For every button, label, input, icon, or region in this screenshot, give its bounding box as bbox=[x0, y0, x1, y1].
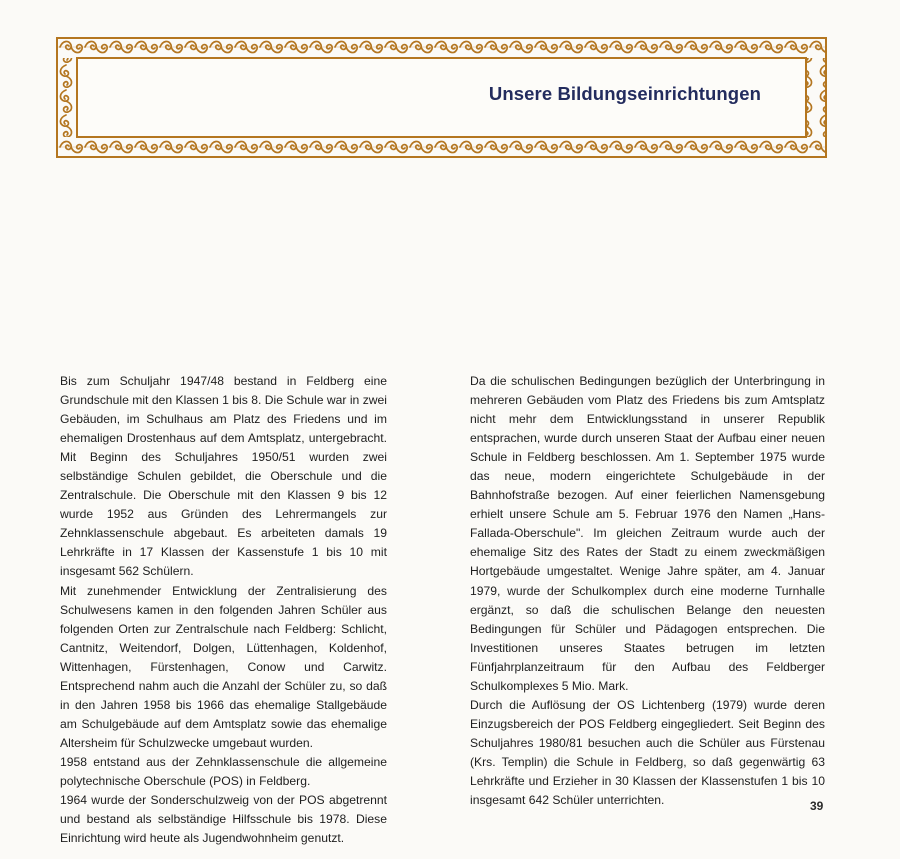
paragraph: Bis zum Schuljahr 1947/48 bestand in Feldberg eine Grundschule mit den Klassen 1 bis 8. Die Schule war in zwei Gebäuden, im Schulhaus am Platz des Friedens und im ehemaligen Drostenhaus auf dem Amtsplatz, untergebracht. Mit Beginn des Schuljahres 1950/51 wurden zwei selbständige Schulen gebildet, die Oberschule und die Zentralschule. Die Oberschule mit den Klassen 9 bis 12 wurde 1952 aus Gründen des Lehrermangels zur Zehnklassenschule abgebaut. Es arbeiteten damals 19 Lehrkräfte in 17 Klassen der Kassenstufe 1 bis 10 mit insgesamt 562 Schülern. bbox=[60, 374, 387, 579]
ornamental-banner bbox=[56, 37, 827, 158]
text-column-left bbox=[60, 372, 387, 848]
page-title: Unsere Bildungseinrichtungen bbox=[488, 83, 761, 104]
page-number: 39 bbox=[810, 799, 824, 813]
text-column-right bbox=[470, 372, 825, 810]
paragraph: Mit zunehmender Entwicklung der Zentralisierung des Schulwesens kamen in den folgenden Jahren Schüler aus folgenden Orten zur Zentralschule nach Feldberg: Schlicht, Cantnitz, Weitendorf, Dolgen, Lüttenhagen, Koldenhof, Wittenhagen, Fürstenhagen, Conow und Carwitz. Entsprechend nahm auch die Anzahl der Schüler zu, so daß in den Jahren 1958 bis 1966 das ehemalige Stallgebäude am Schulgebäude auf dem Amtsplatz sowie das ehemalige Altersheim für Schulzwecke umgebaut wurden. bbox=[60, 583, 387, 750]
paragraph: Da die schulischen Bedingungen bezüglich der Unterbringung in mehreren Gebäuden vom Platz des Friedens bis zum Amtsplatz nicht mehr dem Entwicklungsstand in unserer Republik entsprachen, wurde durch unseren Staat der Aufbau einer neuen Schule in Feldberg beschlossen. Am 1. September 1975 wurde das neue, modern eingerichtete Schulgebäude in der Bahnhofstraße bezogen. Auf einer feierlichen Namensgebung erhielt unsere Schule am 5. Februar 1976 den Namen „Hans-Fallada-Oberschule". Im gleichen Zeitraum wurde auch der ehemalige Sitz des Rates der Stadt zu einem zweckmäßigen Hortgebäude umgestaltet. Wenige Jahre später, am 4. Januar 1979, wurde der Schulkomplex durch eine moderne Turnhalle ergänzt, so daß die schulischen Belange den neuesten Bedingungen für Schüler und Pädagogen entsprechen. Die Investitionen unseres Staates betrugen im letzten Fünfjahrplanzeitraum für den Aufbau des Feldberger Schulkomplexes 5 Mio. Mark. bbox=[470, 374, 825, 693]
paragraph: 1964 wurde der Sonderschulzweig von der POS abgetrennt und bestand als selbständige Hilfsschule bis 1978. Diese Einrichtung wird heute als Jugendwohnheim genutzt. bbox=[60, 793, 387, 846]
paragraph: Durch die Auflösung der OS Lichtenberg (1979) wurde deren Einzugsbereich der POS Feldberg eingegliedert. Seit Beginn des Schuljahres 1980/81 besuchen auch die Schüler aus Fürstenau (Krs. Templin) die Schule in Feldberg, so daß gegenwärtig 63 Lehrkräfte und Erzieher in 30 Klassen der Klassenstufen 1 bis 10 insgesamt 642 Schüler unterrichten. bbox=[470, 697, 825, 808]
paragraph: 1958 entstand aus der Zehnklassenschule die allgemeine polytechnische Oberschule (POS) in Feldberg. bbox=[60, 754, 387, 788]
